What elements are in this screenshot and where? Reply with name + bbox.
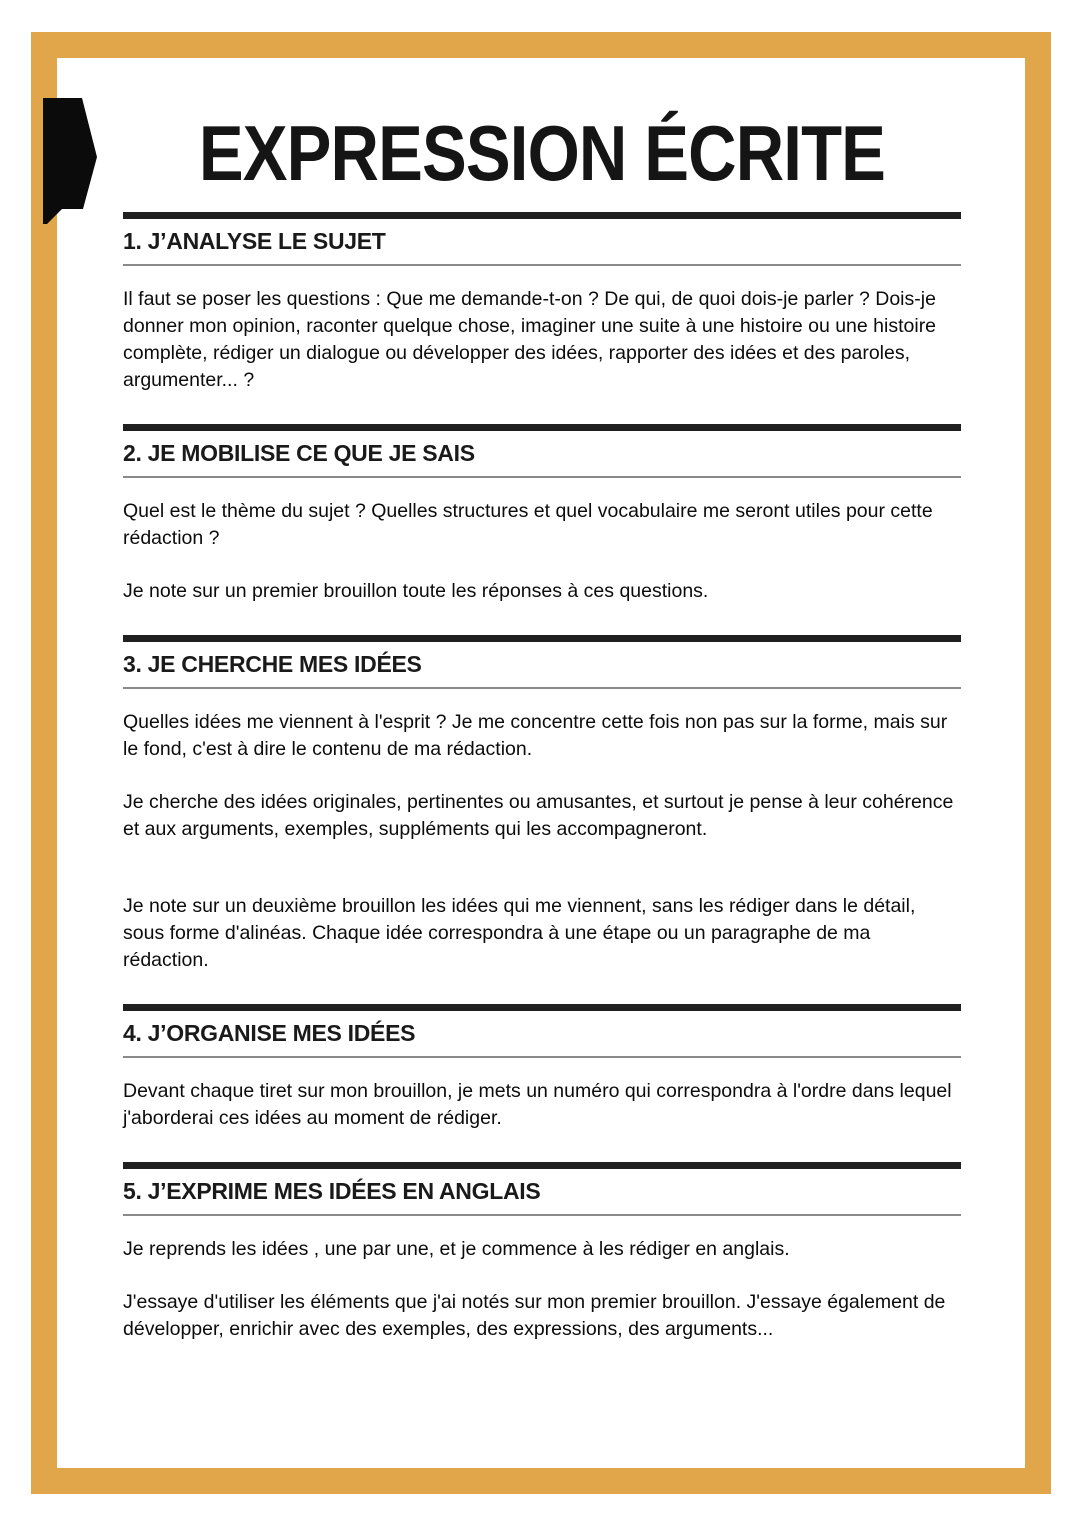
section-divider-bar (123, 212, 961, 219)
bookmark-ribbon-icon (43, 98, 97, 224)
paragraph: Devant chaque tiret sur mon brouillon, je mets un numéro qui correspondra à l'ordre dans lequel j'aborderai ces idées au moment de rédiger. (123, 1080, 952, 1129)
paragraph: Il faut se poser les questions : Que me demande-t-on ? De qui, de quoi dois-je parler ? Dois-je donner mon opinion, raconter quelque chose, imaginer une suite à une histoire ou une histoire complète, rédiger un dialogue ou développer des idées, rapporter des idées et des paroles, argumenter... ? (123, 288, 937, 391)
section-analyse-le-sujet (123, 212, 961, 394)
section-heading: 1. J’ANALYSE LE SUJET (123, 228, 386, 254)
section-divider-bar (123, 424, 961, 431)
section-jexprime-en-anglais (123, 1162, 961, 1343)
heading-underline (123, 1056, 961, 1058)
paragraph: Je cherche des idées originales, pertinentes ou amusantes, et surtout je pense à leur cohérence et aux arguments, exemples, suppléments qui les accompagneront. (123, 791, 954, 840)
section-divider-bar (123, 1162, 961, 1169)
heading-underline (123, 687, 961, 689)
heading-underline (123, 264, 961, 266)
paragraph: Je reprends les idées , une par une, et je commence à les rédiger en anglais. (123, 1238, 790, 1260)
paragraph: J'essaye d'utiliser les éléments que j'ai notés sur mon premier brouillon. J'essaye également de développer, enrichir avec des exemples, des expressions, des arguments... (123, 1291, 946, 1340)
paragraph: Quel est le thème du sujet ? Quelles structures et quel vocabulaire me seront utiles pour cette rédaction ? (123, 500, 933, 549)
section-heading: 3. JE CHERCHE MES IDÉES (123, 651, 422, 677)
section-heading: 4. J’ORGANISE MES IDÉES (123, 1020, 416, 1046)
section-je-mobilise (123, 424, 961, 605)
section-heading: 2. JE MOBILISE CE QUE JE SAIS (123, 440, 475, 466)
paragraph: Je note sur un deuxième brouillon les idées qui me viennent, sans les rédiger dans le détail, sous forme d'alinéas. Chaque idée correspondra à une étape ou un paragraphe de ma rédaction. (123, 895, 916, 971)
section-divider-bar (123, 635, 961, 642)
paragraph: Quelles idées me viennent à l'esprit ? Je me concentre cette fois non pas sur la forme, mais sur le fond, c'est à dire le contenu de ma rédaction. (123, 711, 948, 760)
section-je-cherche-mes-idees (123, 635, 961, 974)
section-heading: 5. J’EXPRIME MES IDÉES EN ANGLAIS (123, 1178, 541, 1204)
heading-underline (123, 476, 961, 478)
paragraph: Je note sur un premier brouillon toute les réponses à ces questions. (123, 580, 709, 602)
page-title: EXPRESSION ÉCRITE (198, 109, 886, 197)
heading-underline (123, 1214, 961, 1216)
section-jorganise-mes-idees (123, 1004, 961, 1132)
section-divider-bar (123, 1004, 961, 1011)
document-body (123, 59, 961, 1343)
